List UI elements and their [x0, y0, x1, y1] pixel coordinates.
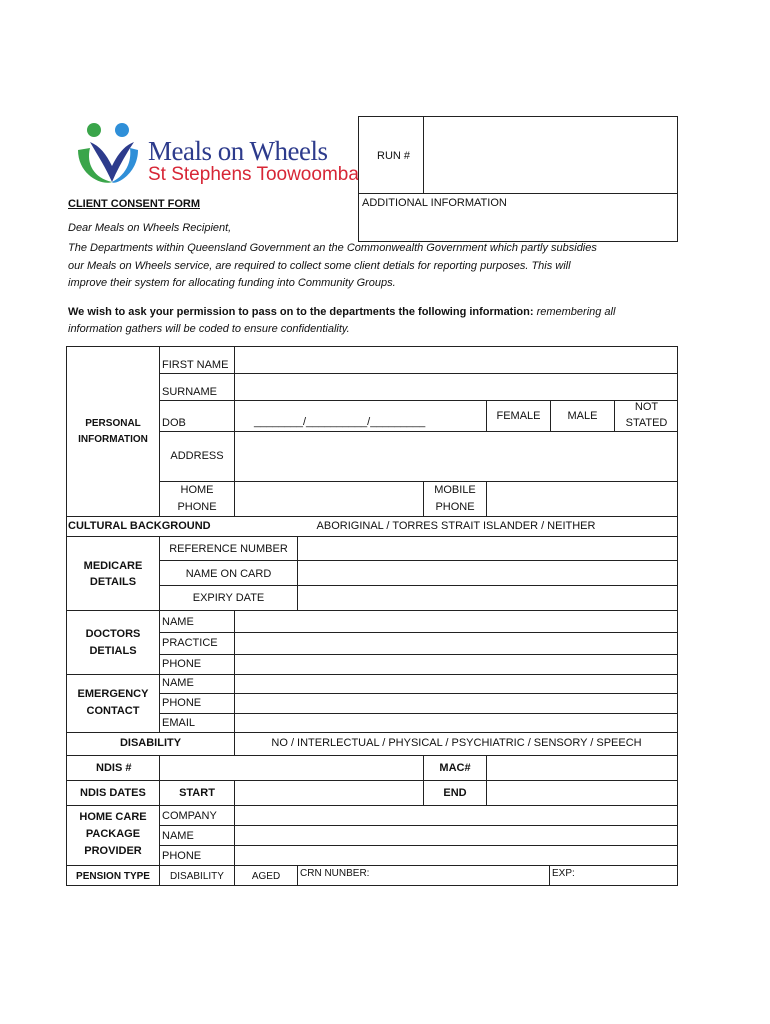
first-name-label: FIRST NAME	[162, 359, 229, 371]
address-field[interactable]	[235, 432, 677, 481]
medicare-section-label: MEDICARE DETAILS	[83, 560, 143, 588]
emergency-phone-field[interactable]	[235, 694, 677, 713]
emergency-email-field[interactable]	[235, 714, 677, 732]
home-care-name-label: NAME	[162, 830, 194, 842]
doctor-name-field[interactable]	[235, 611, 677, 632]
home-care-company-field[interactable]	[235, 806, 677, 825]
doctor-practice-label: PRACTICE	[162, 637, 218, 649]
ndis-number-label: NDIS #	[96, 762, 132, 774]
home-phone-field[interactable]	[235, 482, 423, 515]
emergency-phone-label: PHONE	[162, 697, 202, 709]
logo	[72, 120, 359, 192]
gender-male-option[interactable]: MALE	[567, 410, 598, 422]
pension-aged-option[interactable]: AGED	[251, 871, 281, 882]
permission-bold: We wish to ask your permission to pass on to the departments the following information:	[68, 306, 534, 318]
permission-italic: remembering all	[536, 306, 616, 318]
dob-label: DOB	[162, 417, 186, 429]
ndis-start-field[interactable]	[235, 781, 423, 805]
logo-line1: Meals on Wheels	[148, 136, 328, 166]
crn-number-label: CRN NUNBER:	[300, 868, 370, 879]
home-care-phone-label: PHONE	[162, 850, 202, 862]
salutation: Dear Meals on Wheels Recipient,	[68, 222, 232, 234]
home-phone-label: HOME PHONE	[177, 484, 217, 513]
medicare-expiry-label: EXPIRY DATE	[192, 592, 265, 604]
ndis-end-field[interactable]	[487, 781, 677, 805]
home-care-company-label: COMPANY	[162, 810, 217, 822]
emergency-section-label: EMERGENCY CONTACT	[77, 688, 149, 717]
para-line3: improve their system for allocating funding into Community Groups.	[68, 277, 396, 289]
medicare-name-on-card-label: NAME ON CARD	[185, 568, 272, 580]
doctor-name-label: NAME	[162, 616, 194, 628]
disability-options[interactable]: NO / INTERLECTUAL / PHYSICAL / PSYCHIATRIC / SENSORY / SPEECH	[271, 737, 642, 749]
para-line2: our Meals on Wheels service, are required to collect some client detials for reporting purposes. This will	[68, 260, 571, 272]
home-care-phone-field[interactable]	[235, 846, 677, 865]
permission-request	[68, 306, 615, 319]
emergency-name-label: NAME	[162, 677, 194, 689]
cultural-background-label: CULTURAL BACKGROUND	[68, 520, 211, 532]
surname-field[interactable]	[235, 374, 677, 400]
mac-label: MAC#	[439, 762, 471, 774]
emergency-name-field[interactable]	[235, 675, 677, 693]
doctor-phone-field[interactable]	[235, 655, 677, 674]
first-name-field[interactable]	[235, 347, 677, 374]
run-number-field[interactable]	[424, 117, 677, 193]
additional-info-field[interactable]	[359, 212, 677, 241]
home-care-name-field[interactable]	[235, 826, 677, 845]
run-label: RUN #	[377, 150, 411, 162]
cultural-background-options[interactable]: ABORIGINAL / TORRES STRAIT ISLANDER / NEITHER	[316, 520, 596, 532]
form-title: CLIENT CONSENT FORM	[68, 198, 200, 210]
mobile-phone-label: MOBILE PHONE	[434, 484, 476, 513]
medicare-reference-label: REFERENCE NUMBER	[169, 543, 288, 555]
disability-label: DISABILITY	[119, 737, 182, 749]
medicare-name-on-card-field[interactable]	[298, 561, 677, 585]
pension-type-label: PENSION TYPE	[76, 871, 150, 882]
surname-label: SURNAME	[162, 386, 218, 398]
personal-section-label: PERSONAL INFORMATION	[78, 418, 148, 445]
gender-female-option[interactable]: FEMALE	[496, 410, 541, 422]
mac-number-field[interactable]	[487, 756, 677, 780]
emergency-email-label: EMAIL	[162, 717, 196, 729]
para-line1: The Departments within Queensland Government an the Commonwealth Government which partly subsidies	[68, 242, 597, 254]
gender-not-stated-option[interactable]: NOT STATED	[625, 401, 668, 429]
medicare-expiry-field[interactable]	[298, 586, 677, 610]
ndis-number-field[interactable]	[160, 756, 423, 780]
logo-line2: St Stephens Toowoomba	[148, 164, 359, 185]
doctors-section-label: DOCTORS DETIALS	[85, 628, 141, 657]
ndis-end-label: END	[443, 787, 467, 799]
home-care-section-label: HOME CARE PACKAGE PROVIDER	[79, 811, 147, 857]
additional-info-label: ADDITIONAL INFORMATION	[362, 197, 507, 209]
ndis-start-label: START	[179, 787, 215, 799]
dob-field[interactable]: ________/__________/_________	[254, 416, 426, 428]
logo-figures-icon	[72, 120, 144, 190]
pension-disability-option[interactable]: DISABILITY	[170, 871, 224, 882]
doctor-practice-field[interactable]	[235, 633, 677, 654]
mobile-phone-field[interactable]	[487, 482, 677, 515]
doctor-phone-label: PHONE	[162, 658, 202, 670]
exp-label: EXP:	[552, 868, 575, 879]
address-label: ADDRESS	[170, 450, 224, 462]
permission-line2: information gathers will be coded to ensure confidentiality.	[68, 323, 350, 335]
ndis-dates-label: NDIS DATES	[80, 787, 146, 799]
medicare-reference-field[interactable]	[298, 537, 677, 560]
